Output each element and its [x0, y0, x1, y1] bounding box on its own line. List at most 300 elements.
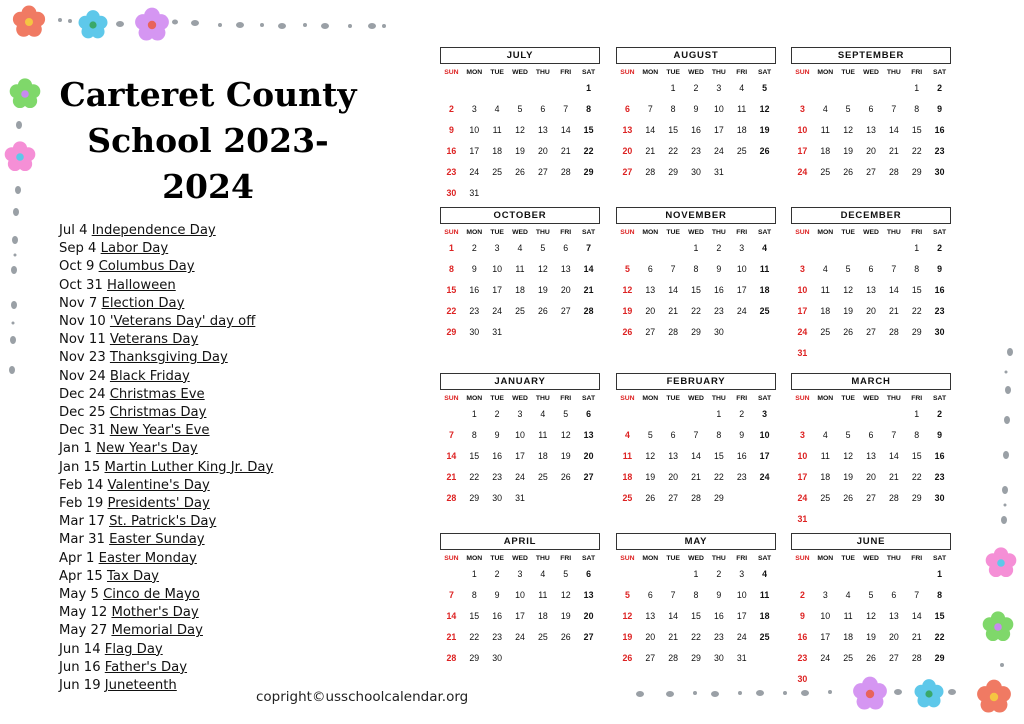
day-cell: 4	[822, 104, 828, 114]
day-cell: 19	[622, 632, 633, 642]
day-cell: 15	[911, 125, 922, 135]
day-cell: 26	[843, 493, 854, 503]
empty-day-cell	[791, 238, 814, 259]
day-cell: 10	[515, 590, 525, 600]
weekday-header: THU	[535, 229, 550, 236]
day-cell: 30	[934, 327, 945, 337]
weekday-header: SAT	[933, 555, 947, 562]
weekday-header: THU	[535, 395, 550, 402]
weekday-header: FRI	[560, 555, 572, 562]
day-cell: 8	[471, 430, 477, 440]
day-cell: 20	[560, 285, 571, 295]
flower-green-icon	[983, 611, 1014, 641]
day-cell: 21	[888, 146, 899, 156]
day-cell: 26	[843, 167, 854, 177]
weekday-header: SAT	[933, 69, 947, 76]
day-cell: 9	[494, 430, 500, 440]
day-cell: 6	[868, 430, 874, 440]
day-cell: 31	[797, 514, 808, 524]
day-cell: 30	[492, 653, 503, 663]
day-cell: 12	[560, 430, 571, 440]
day-cell: 31	[515, 493, 525, 503]
weekday-header: SUN	[795, 229, 810, 236]
weekday-header: SAT	[758, 229, 772, 236]
day-cell: 5	[762, 83, 768, 93]
weekday-header: WED	[512, 395, 528, 402]
day-cell: 8	[693, 590, 699, 600]
day-cell: 13	[583, 430, 594, 440]
day-cell: 23	[691, 146, 701, 156]
holiday-name-link[interactable]: Black Friday	[109, 368, 190, 384]
month-july	[440, 47, 600, 204]
holiday-name-link[interactable]: St. Patrick's Day	[109, 514, 217, 530]
weekday-header: MON	[466, 69, 483, 76]
holiday-list	[59, 222, 273, 695]
day-cell: 15	[911, 451, 922, 461]
day-cell: 7	[891, 104, 897, 114]
holiday-item	[59, 331, 273, 349]
day-cell: 16	[934, 125, 945, 135]
day-cell: 29	[934, 653, 945, 663]
day-cell: 10	[492, 264, 503, 274]
holiday-item	[59, 495, 273, 513]
weekday-header: WED	[512, 555, 528, 562]
day-cell: 21	[911, 632, 922, 642]
holiday-item	[59, 404, 273, 422]
holiday-item	[59, 422, 273, 440]
day-cell: 18	[759, 611, 770, 621]
day-cell: 11	[622, 451, 633, 461]
weekday-header: THU	[711, 69, 726, 76]
weekday-header: TUE	[490, 229, 504, 236]
holiday-name-link[interactable]: Father's Day	[104, 659, 188, 675]
day-cell: 15	[713, 451, 724, 461]
holiday-name-link[interactable]: Memorial Day	[111, 623, 203, 639]
day-cell: 1	[914, 243, 920, 253]
empty-day-cell	[616, 564, 639, 585]
day-cell: 5	[563, 569, 569, 579]
empty-day-cell	[837, 564, 860, 585]
holiday-name-link[interactable]: Flag Day	[104, 641, 163, 657]
weekday-header: TUE	[666, 69, 680, 76]
day-cell: 20	[866, 146, 876, 156]
holiday-item	[59, 659, 273, 677]
day-cell: 4	[762, 243, 768, 253]
day-cell: 10	[469, 125, 480, 135]
day-cell: 5	[540, 243, 546, 253]
day-cell: 12	[537, 264, 548, 274]
day-cell: 16	[934, 451, 945, 461]
day-cell: 24	[759, 472, 770, 482]
day-cell: 31	[797, 348, 808, 358]
day-cell: 9	[471, 264, 477, 274]
day-cell: 1	[716, 409, 722, 419]
holiday-name-link[interactable]: New Year's Day	[96, 441, 198, 457]
month-title: MARCH	[791, 373, 951, 390]
day-cell: 13	[560, 264, 571, 274]
holiday-date: Dec 24	[59, 386, 106, 402]
day-cell: 30	[713, 653, 724, 663]
day-cell: 26	[622, 653, 633, 663]
day-cell: 5	[845, 430, 851, 440]
month-october	[440, 207, 600, 343]
day-cell: 6	[647, 264, 653, 274]
empty-day-cell	[639, 78, 662, 99]
weekday-header: SAT	[933, 395, 947, 402]
day-cell: 7	[647, 104, 653, 114]
day-cell: 20	[583, 451, 594, 461]
day-cell: 28	[691, 493, 701, 503]
empty-day-cell	[662, 238, 685, 259]
day-cell: 26	[537, 306, 548, 316]
weekday-header: SAT	[582, 69, 596, 76]
day-cell: 6	[891, 590, 897, 600]
day-cell: 23	[713, 306, 724, 316]
day-cell: 20	[583, 611, 594, 621]
day-cell: 7	[891, 264, 897, 274]
day-cell: 16	[713, 611, 724, 621]
day-cell: 6	[586, 409, 592, 419]
day-cell: 22	[668, 146, 679, 156]
weekday-header: SUN	[444, 555, 459, 562]
day-cell: 31	[469, 188, 480, 198]
day-cell: 17	[515, 611, 525, 621]
day-cell: 22	[911, 146, 922, 156]
day-cell: 18	[820, 472, 831, 482]
day-cell: 29	[469, 493, 480, 503]
day-cell: 25	[820, 493, 831, 503]
day-cell: 18	[843, 632, 854, 642]
day-cell: 25	[537, 472, 548, 482]
day-cell: 14	[668, 611, 679, 621]
month-title: OCTOBER	[440, 207, 600, 224]
holiday-item	[59, 604, 273, 622]
day-cell: 24	[736, 306, 747, 316]
day-cell: 9	[494, 590, 500, 600]
holiday-date: Nov 7	[59, 295, 98, 311]
day-cell: 14	[668, 285, 679, 295]
day-cell: 13	[622, 125, 633, 135]
day-cell: 16	[934, 285, 945, 295]
day-cell: 23	[797, 653, 808, 663]
weekday-header: SUN	[620, 69, 635, 76]
holiday-name-link[interactable]: Independence Day	[91, 223, 216, 238]
day-cell: 24	[492, 306, 503, 316]
day-cell: 11	[759, 590, 770, 600]
day-cell: 15	[446, 285, 457, 295]
day-cell: 16	[492, 451, 503, 461]
holiday-item	[59, 568, 273, 586]
day-cell: 13	[668, 451, 679, 461]
empty-day-cell	[486, 78, 509, 99]
holiday-name-link[interactable]: Christmas Eve	[109, 386, 205, 402]
day-cell: 24	[469, 167, 480, 177]
month-june	[791, 533, 951, 690]
day-cell: 1	[937, 569, 943, 579]
weekday-header: TUE	[490, 555, 504, 562]
day-cell: 27	[888, 653, 899, 663]
holiday-name-link[interactable]: Veterans Day	[109, 332, 199, 348]
day-cell: 26	[515, 167, 525, 177]
weekday-header: SAT	[758, 555, 772, 562]
day-cell: 18	[820, 146, 831, 156]
day-cell: 12	[843, 285, 854, 295]
day-cell: 13	[645, 611, 656, 621]
day-cell: 26	[866, 653, 876, 663]
empty-day-cell	[639, 564, 662, 585]
day-cell: 4	[517, 243, 523, 253]
day-cell: 7	[448, 430, 454, 440]
day-cell: 22	[446, 306, 457, 316]
weekday-header: FRI	[911, 555, 923, 562]
holiday-name-link[interactable]: Halloween	[106, 277, 176, 293]
day-cell: 15	[934, 611, 945, 621]
empty-day-cell	[814, 564, 837, 585]
weekday-header: TUE	[841, 555, 855, 562]
empty-day-cell	[882, 78, 905, 99]
holiday-item	[59, 240, 273, 258]
day-cell: 29	[713, 493, 724, 503]
day-cell: 1	[693, 569, 699, 579]
day-cell: 18	[820, 306, 831, 316]
day-cell: 17	[736, 611, 747, 621]
holiday-item	[59, 641, 273, 659]
holiday-name-link[interactable]: Mother's Day	[111, 605, 199, 621]
month-title: AUGUST	[616, 47, 776, 64]
weekday-header: FRI	[560, 69, 572, 76]
day-cell: 1	[471, 569, 477, 579]
day-cell: 5	[868, 590, 874, 600]
day-cell: 23	[934, 472, 945, 482]
day-cell: 11	[538, 430, 548, 440]
holiday-name-link[interactable]: New Year's Eve	[109, 423, 210, 439]
weekday-header: TUE	[666, 555, 680, 562]
day-cell: 25	[759, 306, 770, 316]
day-cell: 11	[492, 125, 502, 135]
weekday-header: SUN	[620, 395, 635, 402]
day-cell: 12	[560, 590, 571, 600]
day-cell: 12	[759, 104, 770, 114]
day-cell: 23	[934, 146, 945, 156]
weekday-header: SUN	[444, 395, 459, 402]
day-cell: 22	[691, 306, 701, 316]
holiday-date: Jun 16	[59, 659, 101, 675]
holiday-date: Jun 19	[59, 678, 101, 694]
day-cell: 12	[645, 451, 656, 461]
day-cell: 6	[868, 264, 874, 274]
day-cell: 21	[583, 285, 594, 295]
day-cell: 24	[713, 146, 724, 156]
day-cell: 3	[822, 590, 828, 600]
weekday-header: FRI	[911, 69, 923, 76]
holiday-name-link[interactable]: 'Veterans Day' day off	[109, 314, 256, 330]
day-cell: 3	[799, 430, 805, 440]
day-cell: 28	[888, 327, 899, 337]
day-cell: 8	[670, 104, 676, 114]
day-cell: 20	[645, 632, 656, 642]
day-cell: 20	[645, 306, 656, 316]
empty-day-cell	[860, 78, 883, 99]
day-cell: 7	[563, 104, 569, 114]
weekday-header: THU	[711, 555, 726, 562]
holiday-date: Jul 4	[59, 223, 88, 238]
day-cell: 9	[937, 264, 943, 274]
day-cell: 7	[586, 243, 592, 253]
day-cell: 10	[736, 590, 747, 600]
holiday-name-link[interactable]: Christmas Day	[109, 405, 207, 421]
weekday-header: TUE	[841, 395, 855, 402]
holiday-date: Dec 31	[59, 423, 106, 439]
empty-day-cell	[791, 78, 814, 99]
weekday-header: THU	[886, 395, 901, 402]
empty-day-cell	[616, 404, 639, 425]
day-cell: 11	[515, 264, 525, 274]
holiday-name-link[interactable]: Labor Day	[100, 241, 169, 257]
flower-blue-icon	[79, 10, 108, 38]
weekday-header: TUE	[666, 395, 680, 402]
day-cell: 26	[560, 472, 571, 482]
day-cell: 24	[736, 632, 747, 642]
day-cell: 14	[911, 611, 922, 621]
empty-day-cell	[662, 404, 685, 425]
holiday-date: May 5	[59, 587, 99, 603]
holiday-name-link[interactable]: Juneteenth	[104, 678, 177, 694]
holiday-date: Dec 25	[59, 405, 106, 421]
day-cell: 21	[668, 632, 679, 642]
day-cell: 1	[670, 83, 676, 93]
day-cell: 29	[691, 653, 701, 663]
holiday-item	[59, 459, 273, 477]
day-cell: 20	[537, 146, 548, 156]
empty-day-cell	[616, 238, 639, 259]
holiday-date: Jan 15	[59, 459, 101, 475]
holiday-date: Mar 17	[59, 514, 105, 530]
weekday-header: WED	[688, 555, 704, 562]
day-cell: 5	[624, 264, 630, 274]
day-cell: 26	[645, 493, 656, 503]
holiday-date: Oct 31	[59, 277, 103, 293]
day-cell: 10	[797, 285, 808, 295]
weekday-header: WED	[863, 229, 879, 236]
day-cell: 22	[469, 632, 480, 642]
day-cell: 30	[446, 188, 457, 198]
weekday-header: MON	[642, 229, 659, 236]
day-cell: 27	[866, 327, 876, 337]
day-cell: 15	[691, 285, 701, 295]
day-cell: 12	[843, 451, 854, 461]
month-march	[791, 373, 951, 530]
day-cell: 25	[736, 146, 747, 156]
day-cell: 28	[560, 167, 571, 177]
holiday-date: Nov 24	[59, 368, 106, 384]
day-cell: 22	[934, 632, 945, 642]
day-cell: 29	[446, 327, 457, 337]
empty-day-cell	[905, 564, 928, 585]
copyright-text: copright©usschoolcalendar.org	[256, 689, 469, 705]
day-cell: 25	[622, 493, 633, 503]
weekday-header: MON	[642, 395, 659, 402]
holiday-name-link[interactable]: Easter Monday	[98, 550, 197, 566]
day-cell: 3	[471, 104, 477, 114]
month-title: MAY	[616, 533, 776, 550]
empty-day-cell	[814, 238, 837, 259]
day-cell: 1	[448, 243, 454, 253]
holiday-name-link[interactable]: Election Day	[101, 295, 185, 311]
holiday-name-link[interactable]: Presidents' Day	[107, 496, 210, 512]
holiday-name-link[interactable]: Valentine's Day	[107, 477, 210, 493]
day-cell: 20	[668, 472, 679, 482]
day-cell: 14	[446, 451, 457, 461]
weekday-header: FRI	[736, 555, 748, 562]
weekday-header: WED	[688, 229, 704, 236]
day-cell: 27	[866, 493, 876, 503]
day-cell: 17	[492, 285, 503, 295]
holiday-name-link[interactable]: Martin Luther King Jr. Day	[104, 459, 274, 475]
day-cell: 12	[866, 611, 876, 621]
day-cell: 31	[736, 653, 747, 663]
day-cell: 26	[843, 327, 854, 337]
weekday-header: WED	[688, 69, 704, 76]
day-cell: 17	[713, 125, 724, 135]
month-title: DECEMBER	[791, 207, 951, 224]
day-cell: 14	[888, 285, 899, 295]
day-cell: 27	[645, 327, 656, 337]
holiday-name-link[interactable]: Cinco de Mayo	[103, 587, 200, 603]
weekday-header: FRI	[560, 395, 572, 402]
day-cell: 7	[670, 590, 676, 600]
day-cell: 4	[540, 409, 546, 419]
month-title: JUNE	[791, 533, 951, 550]
holiday-item	[59, 677, 273, 695]
day-cell: 1	[914, 83, 920, 93]
day-cell: 7	[670, 264, 676, 274]
holiday-item	[59, 277, 273, 295]
holiday-name-link[interactable]: Columbus Day	[98, 259, 195, 275]
day-cell: 19	[866, 632, 876, 642]
holiday-date: Apr 15	[59, 568, 103, 584]
weekday-header: FRI	[736, 69, 748, 76]
day-cell: 11	[759, 264, 770, 274]
day-cell: 21	[888, 472, 899, 482]
day-cell: 25	[515, 306, 525, 316]
day-cell: 10	[797, 451, 808, 461]
day-cell: 2	[937, 243, 943, 253]
holiday-name-link[interactable]: Easter Sunday	[109, 532, 205, 548]
day-cell: 14	[888, 451, 899, 461]
holiday-item	[59, 622, 273, 640]
holiday-name-link[interactable]: Tax Day	[107, 568, 159, 584]
day-cell: 17	[820, 632, 831, 642]
weekday-header: SUN	[444, 229, 459, 236]
day-cell: 3	[799, 264, 805, 274]
day-cell: 2	[937, 409, 943, 419]
empty-day-cell	[860, 404, 883, 425]
day-cell: 14	[446, 611, 457, 621]
empty-day-cell	[814, 78, 837, 99]
holiday-name-link[interactable]: Thanksgiving Day	[109, 350, 228, 366]
day-cell: 27	[560, 306, 571, 316]
day-cell: 22	[911, 306, 922, 316]
empty-day-cell	[837, 78, 860, 99]
day-cell: 16	[469, 285, 480, 295]
weekday-header: MON	[817, 69, 834, 76]
day-cell: 1	[471, 409, 477, 419]
weekday-header: THU	[886, 229, 901, 236]
day-cell: 22	[469, 472, 480, 482]
day-cell: 24	[515, 472, 525, 482]
day-cell: 10	[759, 430, 770, 440]
month-title: JANUARY	[440, 373, 600, 390]
